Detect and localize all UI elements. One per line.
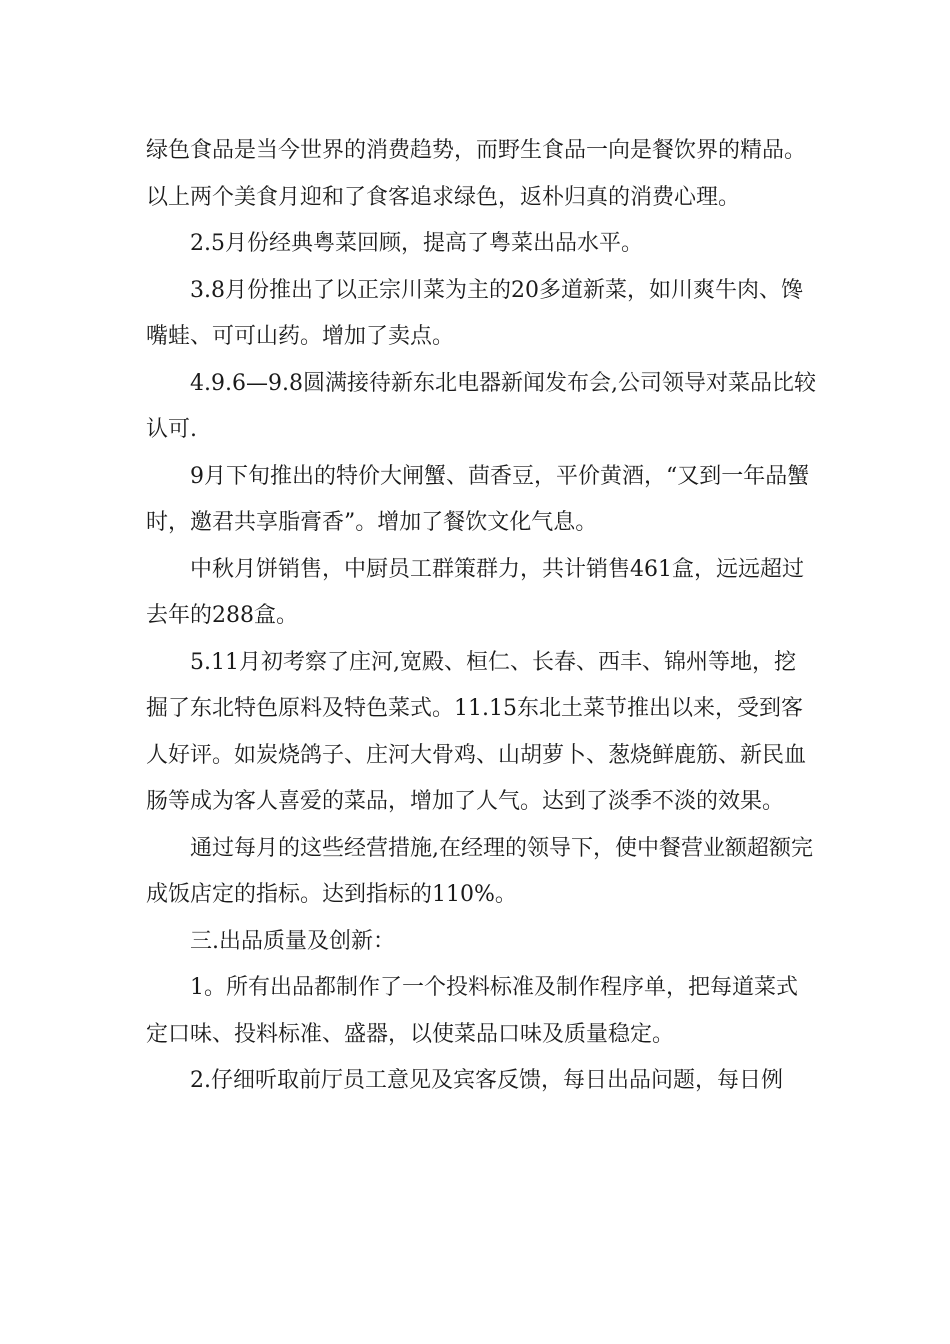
paragraph-6: 中秋月饼销售，中厨员工群策群力，共计销售461盒，远远超过去年的288盒。 (146, 556, 804, 628)
paragraph-10: 1。所有出品都制作了一个投料标准及制作程序单，把每道菜式定口味、投料标准、盛器，以使菜品口味及质量稳定。 (146, 975, 798, 1047)
paragraph-5: 9月下旬推出的特价大闸蟹、茴香豆，平价黄酒，“又到一年品蟹时，邀君共享脂膏香”。增加了餐饮文化气息。 (146, 463, 810, 535)
paragraph-4: 4.9.6—9.8圆满接待新东北电器新闻发布会,公司领导对菜品比较认可. (146, 370, 816, 442)
paragraph-2: 2.5月份经典粤菜回顾，提高了粤菜出品水平。 (190, 231, 643, 256)
paragraph-7: 5.11月初考察了庄河,宽殿、桓仁、长春、西丰、锦州等地，挖掘了东北特色原料及特色菜式。11.15东北土菜节推出以来，受到客人好评。如炭烧鸽子、庄河大骨鸡、山胡萝卜、葱烧鲜鹿筋、新民血肠等成为客人喜爱的菜品，增加了人气。达到了淡季不淡的效果。 (146, 649, 807, 814)
paragraph-8: 通过每月的这些经营措施,在经理的领导下，使中餐营业额超额完成饭店定的指标。达到指标的110%。 (146, 835, 813, 907)
document-body (146, 128, 816, 1105)
paragraph-3: 3.8月份推出了以正宗川菜为主的20多道新菜，如川爽牛肉、馋嘴蛙、可可山药。增加了卖点。 (146, 277, 803, 349)
paragraph-11: 2.仔细听取前厅员工意见及宾客反馈，每日出品问题，每日例 (190, 1068, 783, 1093)
section-heading: 三.出品质量及创新： (190, 928, 395, 954)
paragraph-1: 绿色食品是当今世界的消费趋势，而野生食品一向是餐饮界的精品。以上两个美食月迎和了食客追求绿色，返朴归真的消费心理。 (146, 138, 807, 210)
